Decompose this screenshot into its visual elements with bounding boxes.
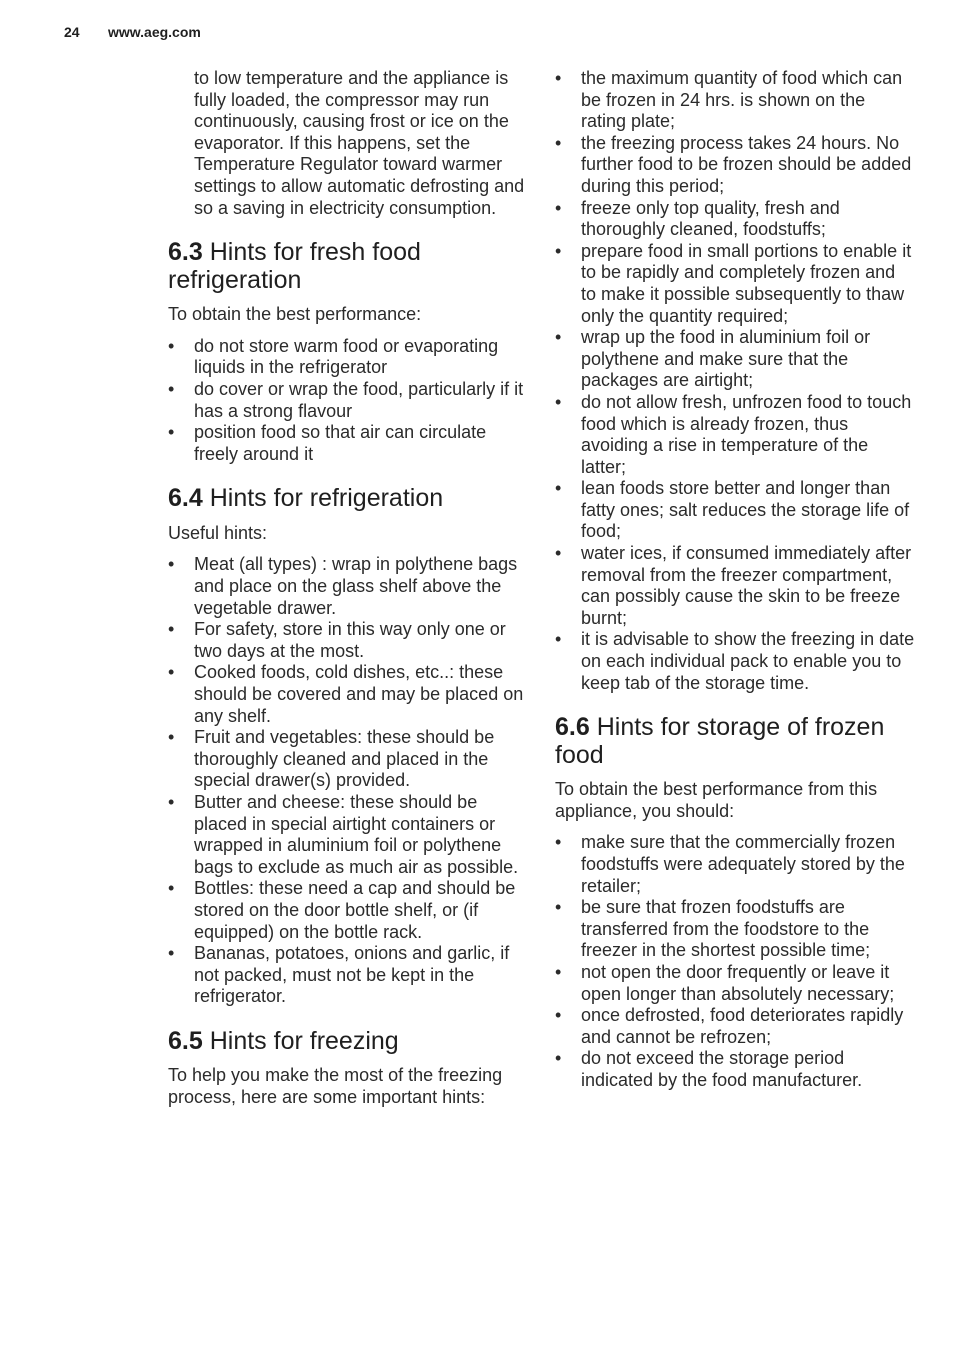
list-item: • Bottles: these need a cap and should be stored on the door bottle shelf, or (if equipped) on the bottle rack. [168,878,528,943]
list-item: • do not exceed the storage period indicated by the food manufacturer. [555,1048,915,1091]
list-item: • be sure that frozen foodstuffs are transferred from the foodstore to the freezer in the shortest possible time; [555,897,915,962]
list-item: • lean foods store better and longer than fatty ones; salt reduces the storage life of food; [555,478,915,543]
list-item: • once defrosted, food deteriorates rapidly and cannot be refrozen; [555,1005,915,1048]
section-intro: To obtain the best performance from this appliance, you should: [555,779,878,821]
section-title: Hints for refrigeration [209,484,444,513]
continuation-paragraph: to low temperature and the appliance is fully loaded, the compressor may run continuously, causing frost or ice on the evaporator. If this happens, set the Temperature Regulator toward warmer settings to allow automatic defrosting and so a saving in electricity consumption. [194,68,525,218]
section-title: Hints for storage of frozen food [555,713,885,769]
list-item: • do cover or wrap the food, particularly if it has a strong flavour [168,379,528,422]
section-title: Hints for fresh food refrigeration [168,238,421,294]
freezing-hints-list [555,68,915,694]
list-item: • the freezing process takes 24 hours. No further food to be frozen should be added during this period; [555,133,915,198]
list-item: • water ices, if consumed immediately after removal from the freezer compartment, can possibly cause the skin to be freeze burnt; [555,543,915,629]
section-intro: Useful hints: [168,522,268,543]
section-number: 6.3 [168,238,203,267]
website-url: www.aeg.com [108,24,201,40]
list-item: • wrap up the food in aluminium foil or polythene and make sure that the packages are airtight; [555,327,915,392]
right-column [555,68,915,1112]
list-item: • the maximum quantity of food which can be frozen in 24 hrs. is shown on the rating plate; [555,68,915,133]
list-item: • prepare food in small portions to enable it to be rapidly and completely frozen and to make it possible subsequently to thaw only the quantity required; [555,241,915,327]
page-header [64,24,201,40]
section-6-5 [168,1028,528,1109]
list-item: • do not allow fresh, unfrozen food to touch food which is already frozen, thus avoiding a rise in temperature of the latter; [555,392,915,478]
bullet-list [168,554,528,1007]
list-item: • Butter and cheese: these should be placed in special airtight containers or wrapped in aluminium foil or polythene bags to exclude as much air as possible. [168,792,528,878]
section-number: 6.6 [555,713,590,742]
left-column [168,68,528,1119]
page-number: 24 [64,24,80,40]
section-heading [168,239,528,294]
bullet-list [168,336,528,466]
list-item: • not open the door frequently or leave it open longer than absolutely necessary; [555,962,915,1005]
section-6-4 [168,485,528,1008]
bullet-list [555,832,915,1091]
section-number: 6.4 [168,484,203,513]
list-item: • freeze only top quality, fresh and thoroughly cleaned, foodstuffs; [555,198,915,241]
section-6-6 [555,714,915,1091]
section-heading [168,1028,528,1056]
section-intro: To obtain the best performance: [168,304,422,325]
list-item: • Fruit and vegetables: these should be thoroughly cleaned and placed in the special drawer(s) provided. [168,727,528,792]
section-heading [555,714,915,769]
list-item: • do not store warm food or evaporating liquids in the refrigerator [168,336,528,379]
list-item: • Cooked foods, cold dishes, etc..: these should be covered and may be placed on any shelf. [168,662,528,727]
list-item: • make sure that the commercially frozen foodstuffs were adequately stored by the retailer; [555,832,915,897]
section-intro: To help you make the most of the freezing process, here are some important hints: [168,1065,503,1107]
list-item: • Meat (all types) : wrap in polythene bags and place on the glass shelf above the vegetable drawer. [168,554,528,619]
section-heading [168,485,528,513]
list-item: • it is advisable to show the freezing in date on each individual pack to enable you to keep tab of the storage time. [555,629,915,694]
section-6-3 [168,239,528,465]
section-number: 6.5 [168,1026,203,1055]
list-item: • Bananas, potatoes, onions and garlic, if not packed, must not be kept in the refrigerator. [168,943,528,1008]
list-item: • position food so that air can circulate freely around it [168,422,528,465]
section-title: Hints for freezing [209,1026,399,1055]
list-item: • For safety, store in this way only one or two days at the most. [168,619,528,662]
